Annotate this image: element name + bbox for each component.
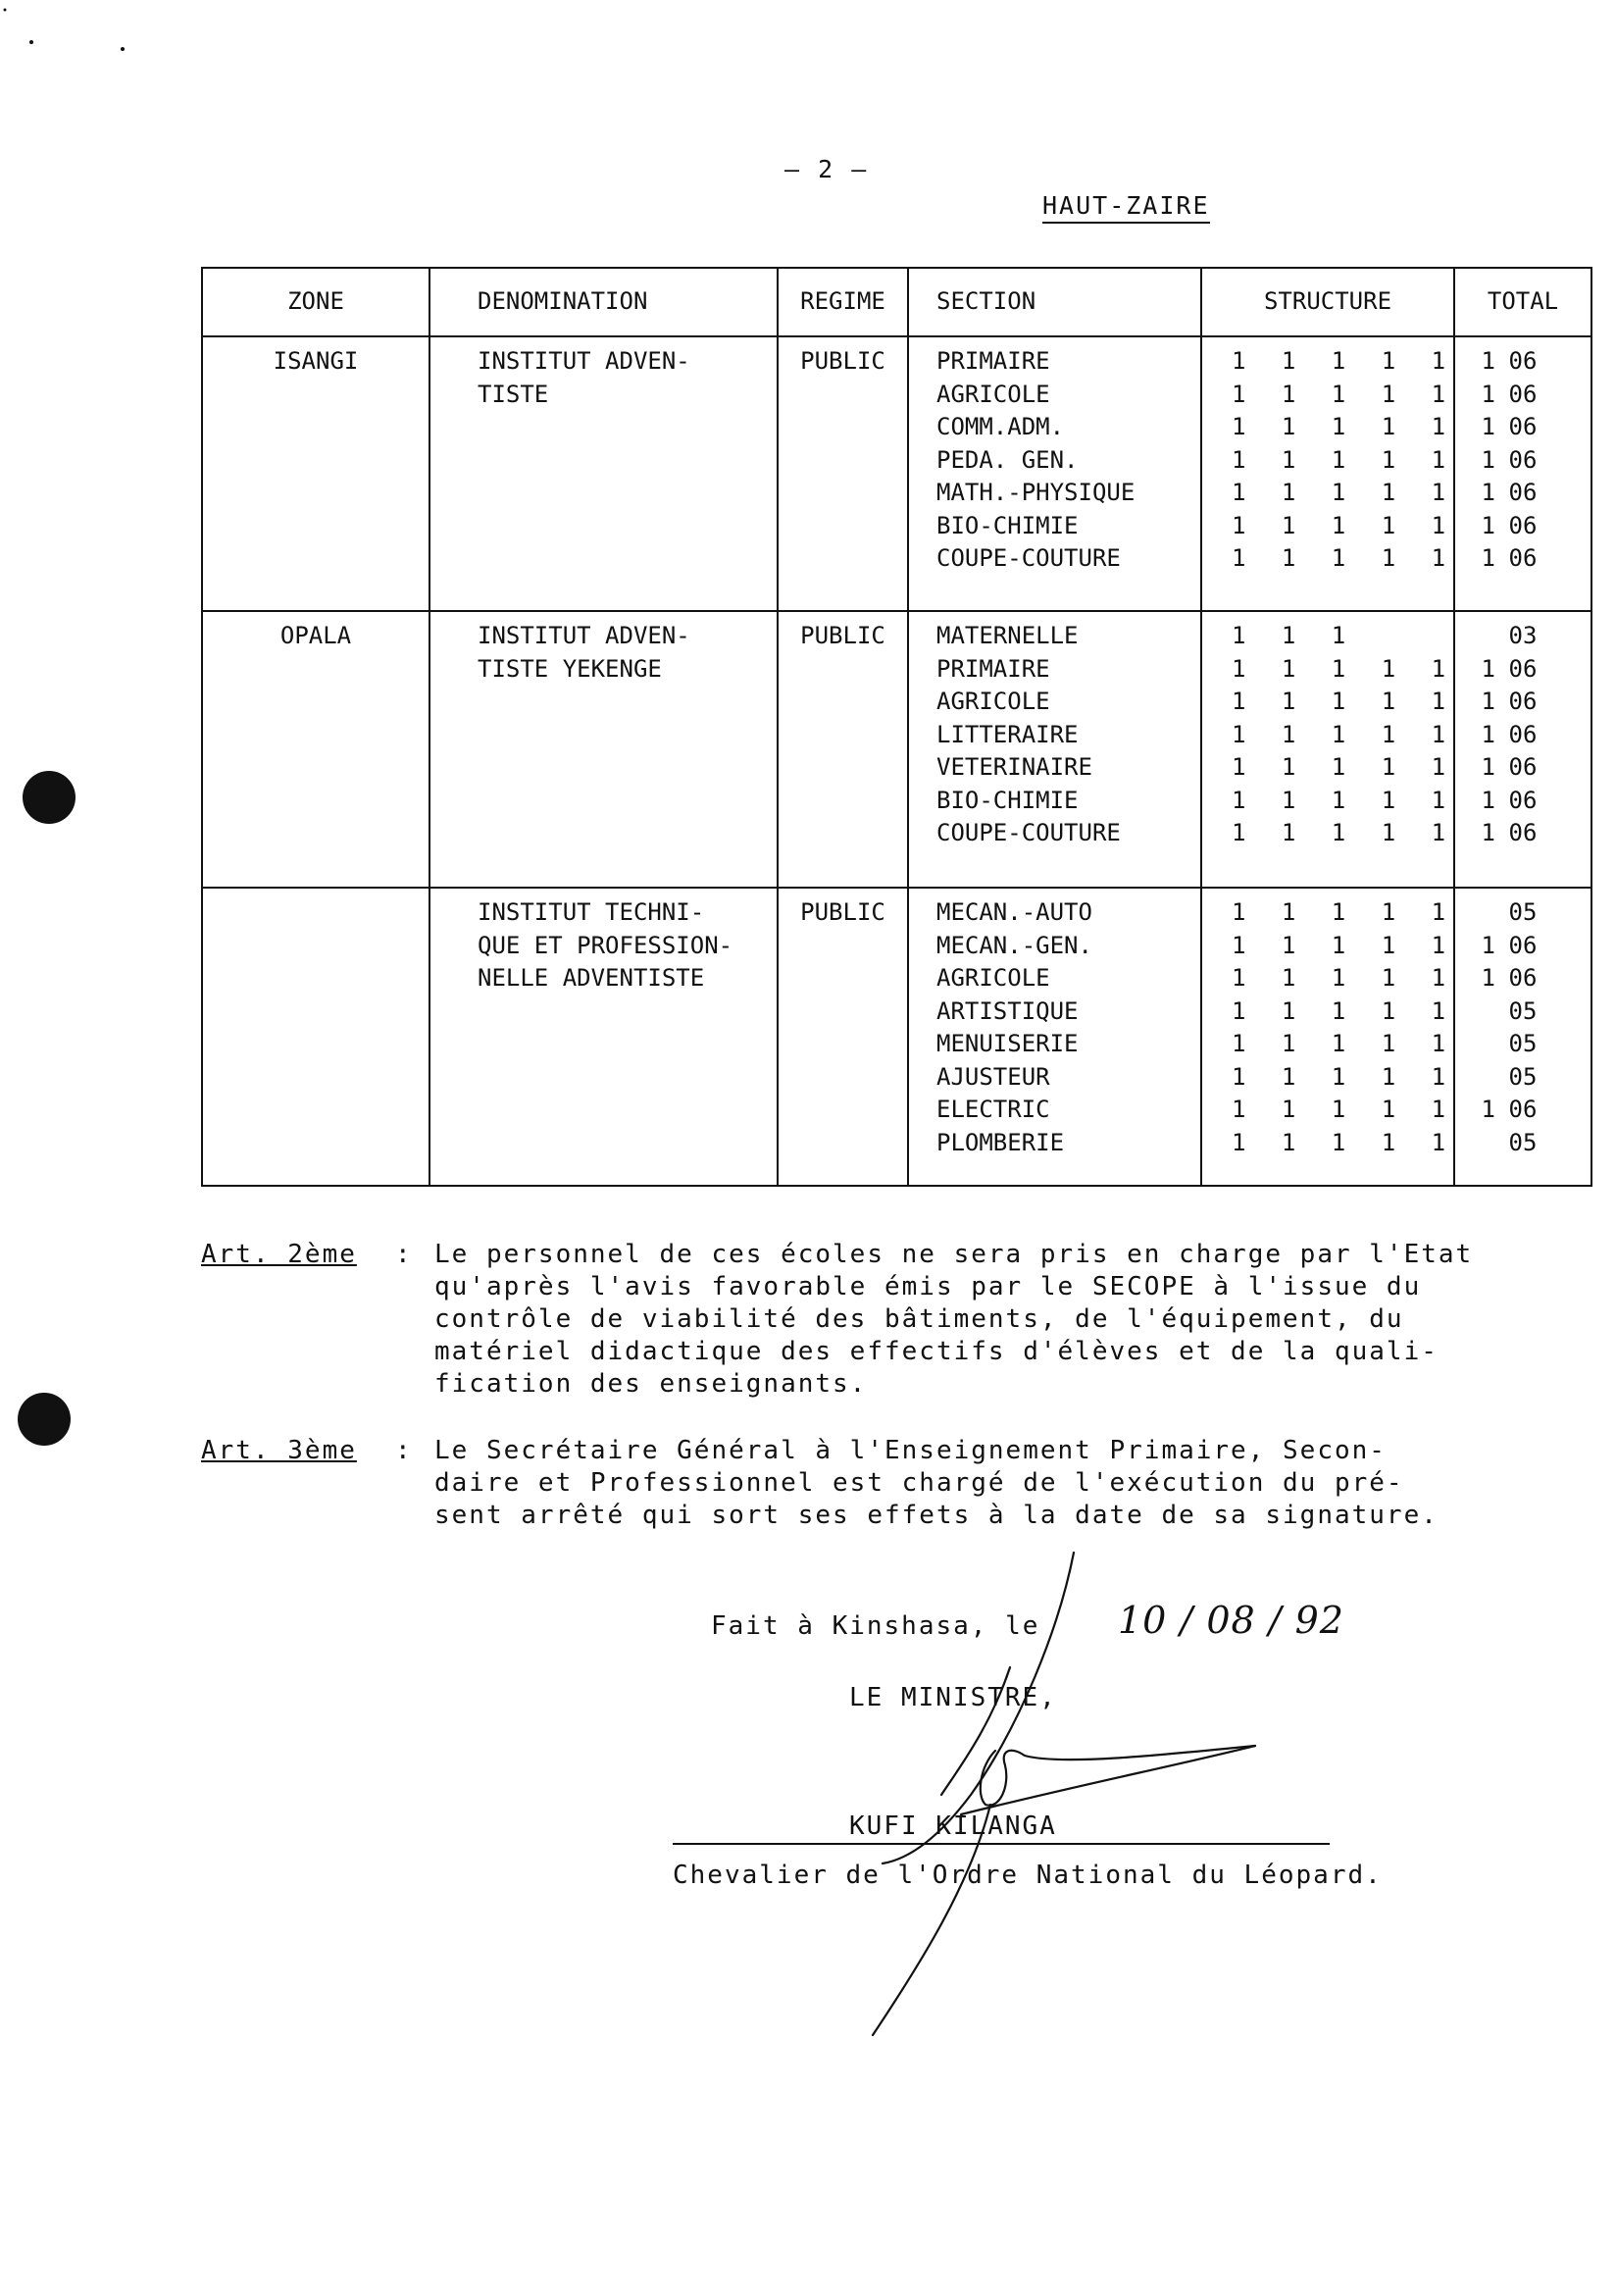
total-line: 06	[1508, 786, 1538, 814]
denomination-line: QUE ET PROFESSION-	[478, 931, 733, 959]
article-line: sent arrêté qui sort ses effets à la date de sa signature.	[434, 1501, 1439, 1530]
article-line: daire et Professionnel est chargé de l'exécution du pré-	[434, 1468, 1404, 1498]
article-line: qu'après l'avis favorable émis par le SECOPE à l'issue du	[434, 1272, 1422, 1301]
handwritten-date: 10 / 08 / 92	[1118, 1599, 1344, 1642]
section-line: MECAN.-AUTO	[936, 898, 1092, 926]
margin-dots	[4, 9, 126, 1447]
total-line: 06	[1508, 753, 1538, 781]
structure-line: 1 1 1 1 1 1	[1232, 479, 1506, 506]
section-line: LITTERAIRE	[936, 720, 1079, 748]
structure-line: 1 1 1 1 1 1	[1232, 931, 1506, 959]
total-line: 05	[1508, 898, 1538, 926]
section-line: BIO-CHIMIE	[936, 786, 1079, 814]
minister-title: LE MINISTRE,	[849, 1683, 1057, 1712]
zone-cell: OPALA	[202, 611, 429, 888]
structure-line: 1 1 1 1 1 1	[1232, 688, 1506, 715]
structure-line: 1 1 1 1 1 1	[1232, 380, 1506, 408]
structure-line: 1 1 1 1 1 1	[1232, 753, 1506, 781]
structure-line: 1 1 1 1 1 1	[1232, 511, 1506, 539]
structure-line: 1 1 1 1 1 1	[1232, 544, 1506, 572]
total-line: 06	[1508, 654, 1538, 683]
total-line: 06	[1508, 931, 1538, 959]
denomination-line: INSTITUT ADVEN-	[478, 347, 690, 375]
section-line: MECAN.-GEN.	[936, 931, 1092, 959]
section-line: AGRICOLE	[936, 688, 1050, 715]
article-line: contrôle de viabilité des bâtiments, de l'équipement, du	[434, 1304, 1404, 1334]
section-line: MENUISERIE	[936, 1030, 1079, 1057]
total-line: 03	[1508, 622, 1538, 649]
denomination-line: TISTE	[478, 380, 549, 408]
section-line: PLOMBERIE	[936, 1128, 1065, 1156]
header-total: TOTAL	[1454, 268, 1591, 336]
section-line: ARTISTIQUE	[936, 996, 1079, 1025]
denomination-line: NELLE ADVENTISTE	[478, 964, 705, 992]
total-line: 05	[1508, 1030, 1538, 1057]
structure-line: 1 1 1 1 1	[1232, 898, 1457, 926]
signatory-name: KUFI KILANGA	[849, 1811, 1057, 1841]
total-line: 06	[1508, 819, 1538, 846]
section-line: COUPE-COUTURE	[936, 544, 1121, 572]
section-line: COMM.ADM.	[936, 413, 1065, 440]
total-line: 06	[1508, 511, 1538, 539]
article-line: Le personnel de ces écoles ne sera pris en charge par l'Etat	[434, 1240, 1474, 1269]
total-line: 06	[1508, 1096, 1538, 1123]
structure-line: 1 1 1 1 1 1	[1232, 413, 1506, 440]
article-line: matériel didactique des effectifs d'élèves et de la quali-	[434, 1337, 1439, 1366]
structure-line: 1 1 1 1 1	[1232, 1030, 1457, 1057]
denomination-line: INSTITUT TECHNI-	[478, 898, 705, 926]
section-line: PEDA. GEN.	[936, 445, 1079, 474]
structure-line: 1 1 1 1 1	[1232, 1062, 1457, 1091]
header-zone: ZONE	[202, 268, 429, 336]
structure-line: 1 1 1 1 1 1	[1232, 1096, 1506, 1123]
article-2-label: Art. 2ème	[201, 1240, 357, 1269]
section-line: ELECTRIC	[936, 1096, 1050, 1123]
structure-line: 1 1 1 1 1 1	[1232, 445, 1506, 474]
header-denomination: DENOMINATION	[429, 268, 778, 336]
header-regime: REGIME	[778, 268, 908, 336]
section-line: VETERINAIRE	[936, 753, 1092, 781]
total-line: 06	[1508, 347, 1538, 375]
total-line: 05	[1508, 996, 1538, 1025]
section-line: AJUSTEUR	[936, 1062, 1050, 1091]
region-heading: HAUT-ZAIRE	[1042, 191, 1210, 224]
section-line: COUPE-COUTURE	[936, 819, 1121, 846]
section-line: AGRICOLE	[936, 964, 1050, 992]
total-line: 06	[1508, 445, 1538, 474]
structure-line: 1 1 1 1 1 1	[1232, 720, 1506, 748]
structure-line: 1 1 1 1 1	[1232, 1128, 1457, 1156]
section-line: MATERNELLE	[936, 622, 1079, 649]
structure-line: 1 1 1 1 1 1	[1232, 819, 1506, 846]
section-line: AGRICOLE	[936, 380, 1050, 408]
article-3-colon: :	[395, 1436, 413, 1465]
total-line: 06	[1508, 413, 1538, 440]
total-line: 06	[1508, 380, 1538, 408]
article-2-colon: :	[395, 1240, 413, 1269]
structure-line: 1 1 1	[1232, 622, 1357, 649]
denomination-line: TISTE YEKENGE	[478, 654, 662, 683]
total-line: 06	[1508, 720, 1538, 748]
total-line: 06	[1508, 688, 1538, 715]
structure-line: 1 1 1 1 1 1	[1232, 964, 1506, 992]
article-line: Le Secrétaire Général à l'Enseignement Primaire, Secon-	[434, 1436, 1387, 1465]
zone-cell: ISANGI	[202, 336, 429, 611]
denomination-line: INSTITUT ADVEN-	[478, 622, 690, 649]
regime-cell: PUBLIC	[778, 611, 908, 888]
structure-line: 1 1 1 1 1 1	[1232, 654, 1506, 683]
regime-cell: PUBLIC	[778, 336, 908, 611]
place-date-line: Fait à Kinshasa, le	[711, 1611, 1040, 1641]
section-line: PRIMAIRE	[936, 654, 1050, 683]
regime-cell: PUBLIC	[778, 888, 908, 1186]
structure-line: 1 1 1 1 1 1	[1232, 347, 1506, 375]
signatory-honor: Chevalier de l'Ordre National du Léopard.	[673, 1861, 1383, 1890]
total-line: 06	[1508, 544, 1538, 572]
structure-line: 1 1 1 1 1	[1232, 996, 1457, 1025]
header-section: SECTION	[908, 268, 1201, 336]
article-line: fication des enseignants.	[434, 1369, 868, 1399]
article-3-label: Art. 3ème	[201, 1436, 357, 1465]
section-line: PRIMAIRE	[936, 347, 1050, 375]
total-line: 05	[1508, 1062, 1538, 1091]
total-line: 05	[1508, 1128, 1538, 1156]
section-line: BIO-CHIMIE	[936, 511, 1079, 539]
header-structure: STRUCTURE	[1201, 268, 1454, 336]
section-line: MATH.-PHYSIQUE	[936, 479, 1136, 506]
total-line: 06	[1508, 479, 1538, 506]
structure-line: 1 1 1 1 1 1	[1232, 786, 1506, 814]
total-line: 06	[1508, 964, 1538, 992]
page-number: — 2 —	[784, 155, 869, 183]
